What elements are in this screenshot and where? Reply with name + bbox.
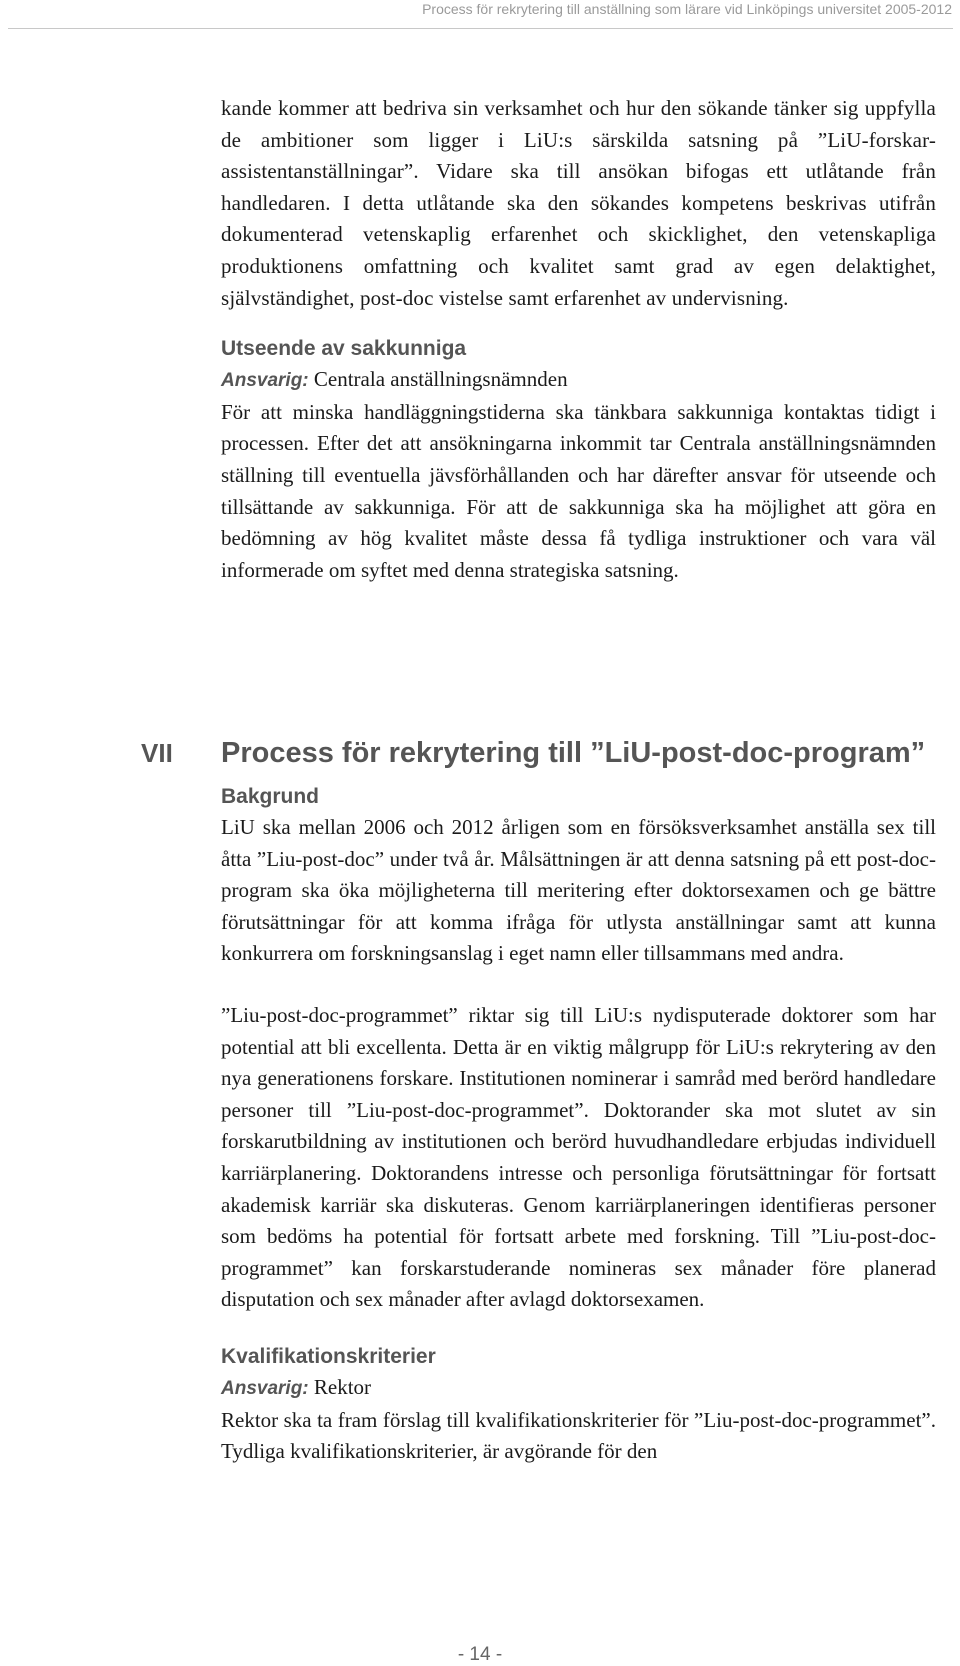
sakkunniga-paragraph: För att minska handläggningstiderna ska tänkbara sakkunniga kontaktas tidigt i processen. Efter det att ansökningarna inkommit tar Centrala anställningsnämnden ställning till eventuella jävsförhållanden och har därefter ansvar för utseende och tillsättande av sakkunniga. För att de sakkunniga ska ha möjlighet att göra en bedömning av hög kvalitet måste dessa få tydliga instruktioner och vara väl informerade om syftet med denna strategiska satsning. [221,399,936,582]
responsible-line-sakkunniga [221,364,936,397]
chapter-title: Process för rekrytering till ”LiU-post-doc-program” [221,737,926,769]
background-paragraph-2: ”Liu-post-doc-programmet” riktar sig till LiU:s nydisputerade doktorer som har potential att bli excellenta. Detta är en viktig målgrupp för LiU:s rekrytering av den nya generationens forskare. Institutionen nominerar i samråd med berörd handledare personer till ”Liu-post-doc-programmet”. Doktorander ska mot slutet av sin forskarutbildning av institutionen och berörd huvudhandledare erbjudas individuell karriärplanering. Doktorandens intresse och personliga förutsättningar för fortsatt akademisk karriär ska diskuteras. Genom karriärplaneringen identifieras personer som bedöms ha potential för fortsatt arbete med forskning. Till ”Liu-post-doc-programmet” kan forskarstuderande nomineras sex månader före planerad disputation och sex månader after avlagd doktorsexamen. [221,1002,936,1312]
chapter-heading [0,731,960,775]
header-divider [8,28,953,29]
responsible-label: Ansvarig: [221,1377,309,1399]
responsible-line-criteria [221,1372,936,1405]
intro-paragraph: kande kommer att bedriva sin verksamhet och hur den sökande tänker sig uppfylla de ambitioner som ligger i LiU:s särskilda satsning på ”LiU-forskar-assistentanställningar”. Vidare ska till ansökan bifogas ett utlåtande från handledaren. I detta utlåtande ska den sökandes kompetens beskrivas utifrån dokumenterad vetenskaplig erfarenhet och skicklighet, den vetenskapliga produktionens omfattning och kvalitet samt grad av egen delaktighet, självständighet, post-doc vistelse samt erfarenhet av undervisning. [221,96,936,310]
running-header: Process för rekrytering till anställning som lärare vid Linköpings universitet 2005-2012 [422,1,952,17]
subheading-bakgrund: Bakgrund [221,785,320,808]
responsible-label: Ansvarig: [221,370,309,392]
criteria-paragraph: Rektor ska ta fram förslag till kvalifikationskriterier för ”Liu-post-doc-programmet”. Tydliga kvalifikationskriterier, är avgörande för den [221,1407,936,1464]
chapter-body [221,782,936,1468]
responsible-value: Rektor [313,1374,372,1399]
subheading-kvalifikationskriterier: Kvalifikationskriterier [221,1344,436,1368]
background-paragraph-1: LiU ska mellan 2006 och 2012 årligen som en försöksverksamhet anställa sex till åtta ”Liu-post-doc” under två år. Målsättningen är att denna satsning på ett post-doc-program ska öka möjligheterna till meritering efter doktorsexamen och ge bättre förutsättningar för att komma ifråga för utlysta anställningar samt att kunna konkurrera om forskningsanslag i eget namn eller tillsammans med andra. [221,815,936,966]
page-number: - 14 - [457,1644,503,1665]
subheading-sakkunniga: Utseende av sakkunniga [221,337,467,361]
responsible-value: Centrala anställningsnämnden [313,367,568,392]
chapter-number: VII [141,738,173,768]
previous-section [221,93,936,586]
